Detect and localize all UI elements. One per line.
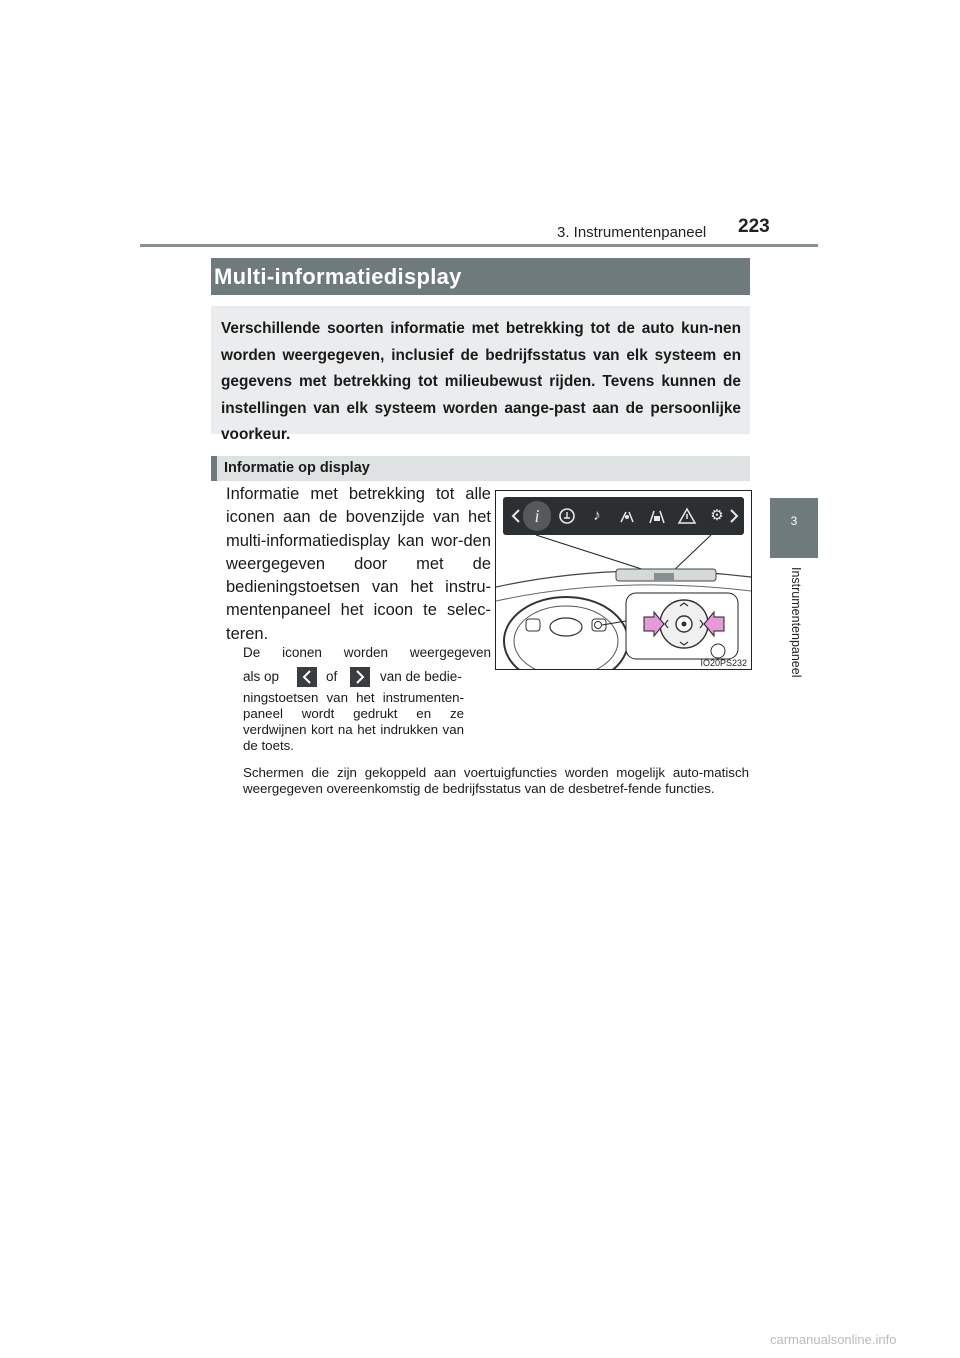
intro-text: Verschillende soorten informatie met betrekking tot de auto kun-nen worden weergegeven, inclusief de bedrijfsstatus van elk systeem en gegevens met betrekking tot milieubewust rijden. Tevens kunnen de instellingen van elk systeem worden aange-past aan de persoonlijke voorkeur. <box>221 320 741 443</box>
subsection-title: Informatie op display <box>224 460 370 476</box>
intro-box <box>211 306 750 443</box>
dashboard-figure <box>495 490 752 670</box>
note-line-3: ningstoetsen van het instrumenten-paneel wordt gedrukt en ze verdwijnen kort na het indrukken van de toets. <box>243 690 464 753</box>
info-icon: i <box>534 506 540 526</box>
note-line-1: De iconen worden weergegeven <box>243 645 491 660</box>
note-word-of: of <box>326 669 338 684</box>
chapter-tab-label: Instrumentenpaneel <box>789 567 803 678</box>
steering-wheel-illustration <box>496 491 751 669</box>
page-number: 223 <box>738 216 770 237</box>
subsection-accent <box>211 456 217 481</box>
settings-icon: ⚙ <box>710 507 724 524</box>
subsection-heading <box>211 456 750 481</box>
figure-code: IO20PS232 <box>700 658 747 668</box>
header-rule <box>140 244 818 247</box>
note-word-van-de-bedie: van de bedie- <box>380 669 462 684</box>
audio-icon: ♪ <box>593 507 601 524</box>
chapter-tab-number: 3 <box>790 514 798 528</box>
footer-watermark: carmanualsonline.info <box>770 1332 897 1347</box>
section-title-bar <box>211 258 750 295</box>
note-paragraph-2: Schermen die zijn gekoppeld aan voertuigfuncties worden mogelijk auto-matisch weergegeven overeenkomstig de bedrijfsstatus van de desbetref-fende functies. <box>243 765 749 796</box>
note-word-als-op: als op <box>243 669 280 684</box>
chapter-title: 3. Instrumentenpaneel <box>557 224 707 241</box>
chevron-left-key-icon <box>297 667 317 687</box>
body-paragraph: Informatie met betrekking tot alle iconen aan de bovenzijde van het multi-informatiedisplay kan wor-den weergegeven door met de bedieningstoetsen van het instru-mentenpaneel het icoon te selec-teren. <box>226 485 491 643</box>
chapter-tab[interactable] <box>770 498 818 558</box>
chevron-right-key-icon <box>350 667 370 687</box>
section-title: Multi-informatiedisplay <box>214 264 462 289</box>
